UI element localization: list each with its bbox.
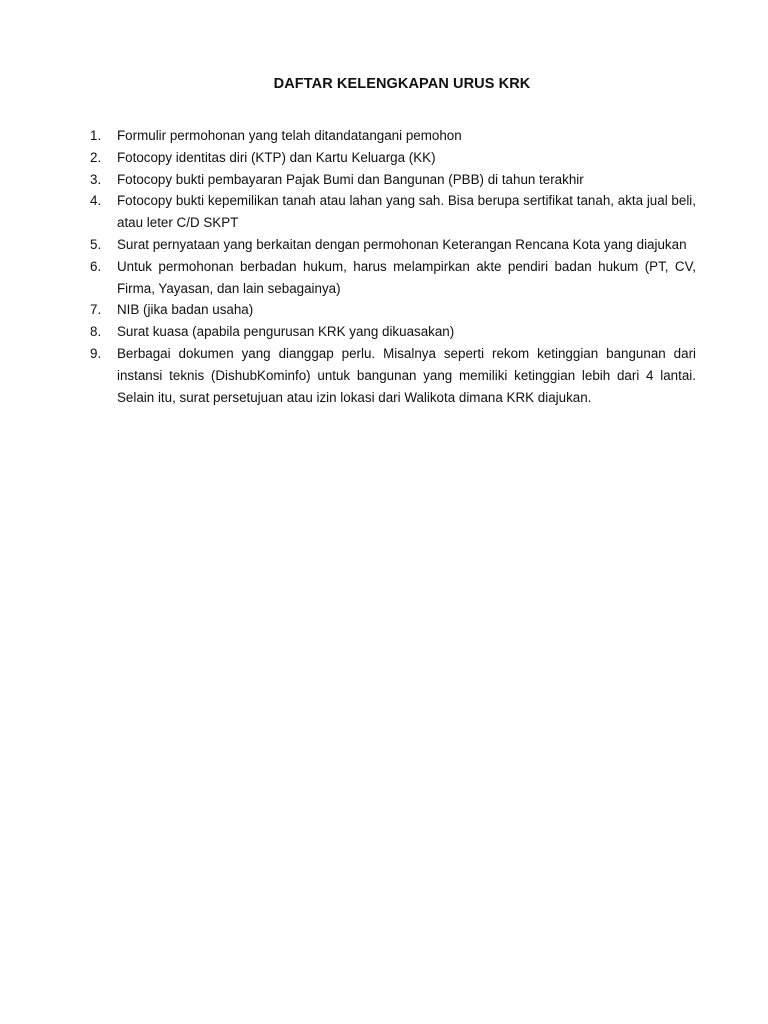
list-item-number: 7. [90,302,102,318]
list-item-number: 4. [90,193,102,209]
list-item-number: 8. [90,324,102,340]
list-item [90,343,696,408]
list-item-text: NIB (jika badan usaha) [117,302,254,318]
list-item-text: Formulir permohonan yang telah ditandatangani pemohon [117,128,462,143]
list-item-text: Surat pernyataan yang berkaitan dengan permohonan Keterangan Rencana Kota yang diajukan [117,236,687,252]
list-item-text: Fotocopy identitas diri (KTP) dan Kartu Keluarga (KK) [117,149,436,165]
list-item [90,169,696,191]
document-title: DAFTAR KELENGKAPAN URUS KRK [273,76,531,92]
requirements-list [90,125,696,408]
list-item-text: Fotocopy bukti kepemilikan tanah atau lahan yang sah. Bisa berupa sertifikat tanah, akta jual beli, atau leter C/D SKPT [117,193,696,231]
list-item [90,125,696,147]
list-item-text: Untuk permohonan berbadan hukum, harus melampirkan akte pendiri badan hukum (PT, CV, Firma, Yayasan, dan lain sebagainya) [117,258,696,296]
list-item [90,190,696,234]
list-item [90,321,696,343]
list-item-text: Berbagai dokumen yang dianggap perlu. Misalnya seperti rekom ketinggian bangunan dari instansi teknis (DishubKominfo) untuk bangunan yang memiliki ketinggian lebih dari 4 lantai. Selain itu, surat persetujuan atau izin lokasi dari Walikota dimana KRK diajukan. [117,345,696,405]
list-item [90,234,696,256]
list-item-number: 6. [90,258,102,274]
list-item-number: 9. [90,345,102,361]
list-item [90,147,696,169]
list-item-number: 5. [90,236,102,252]
list-item-number: 3. [90,171,102,187]
list-item-text: Fotocopy bukti pembayaran Pajak Bumi dan Bangunan (PBB) di tahun terakhir [117,171,584,187]
list-item-text: Surat kuasa (apabila pengurusan KRK yang dikuasakan) [117,324,455,340]
list-item-number: 2. [90,149,102,165]
list-item [90,299,696,321]
list-item [90,256,696,300]
list-item-number: 1. [90,128,102,143]
